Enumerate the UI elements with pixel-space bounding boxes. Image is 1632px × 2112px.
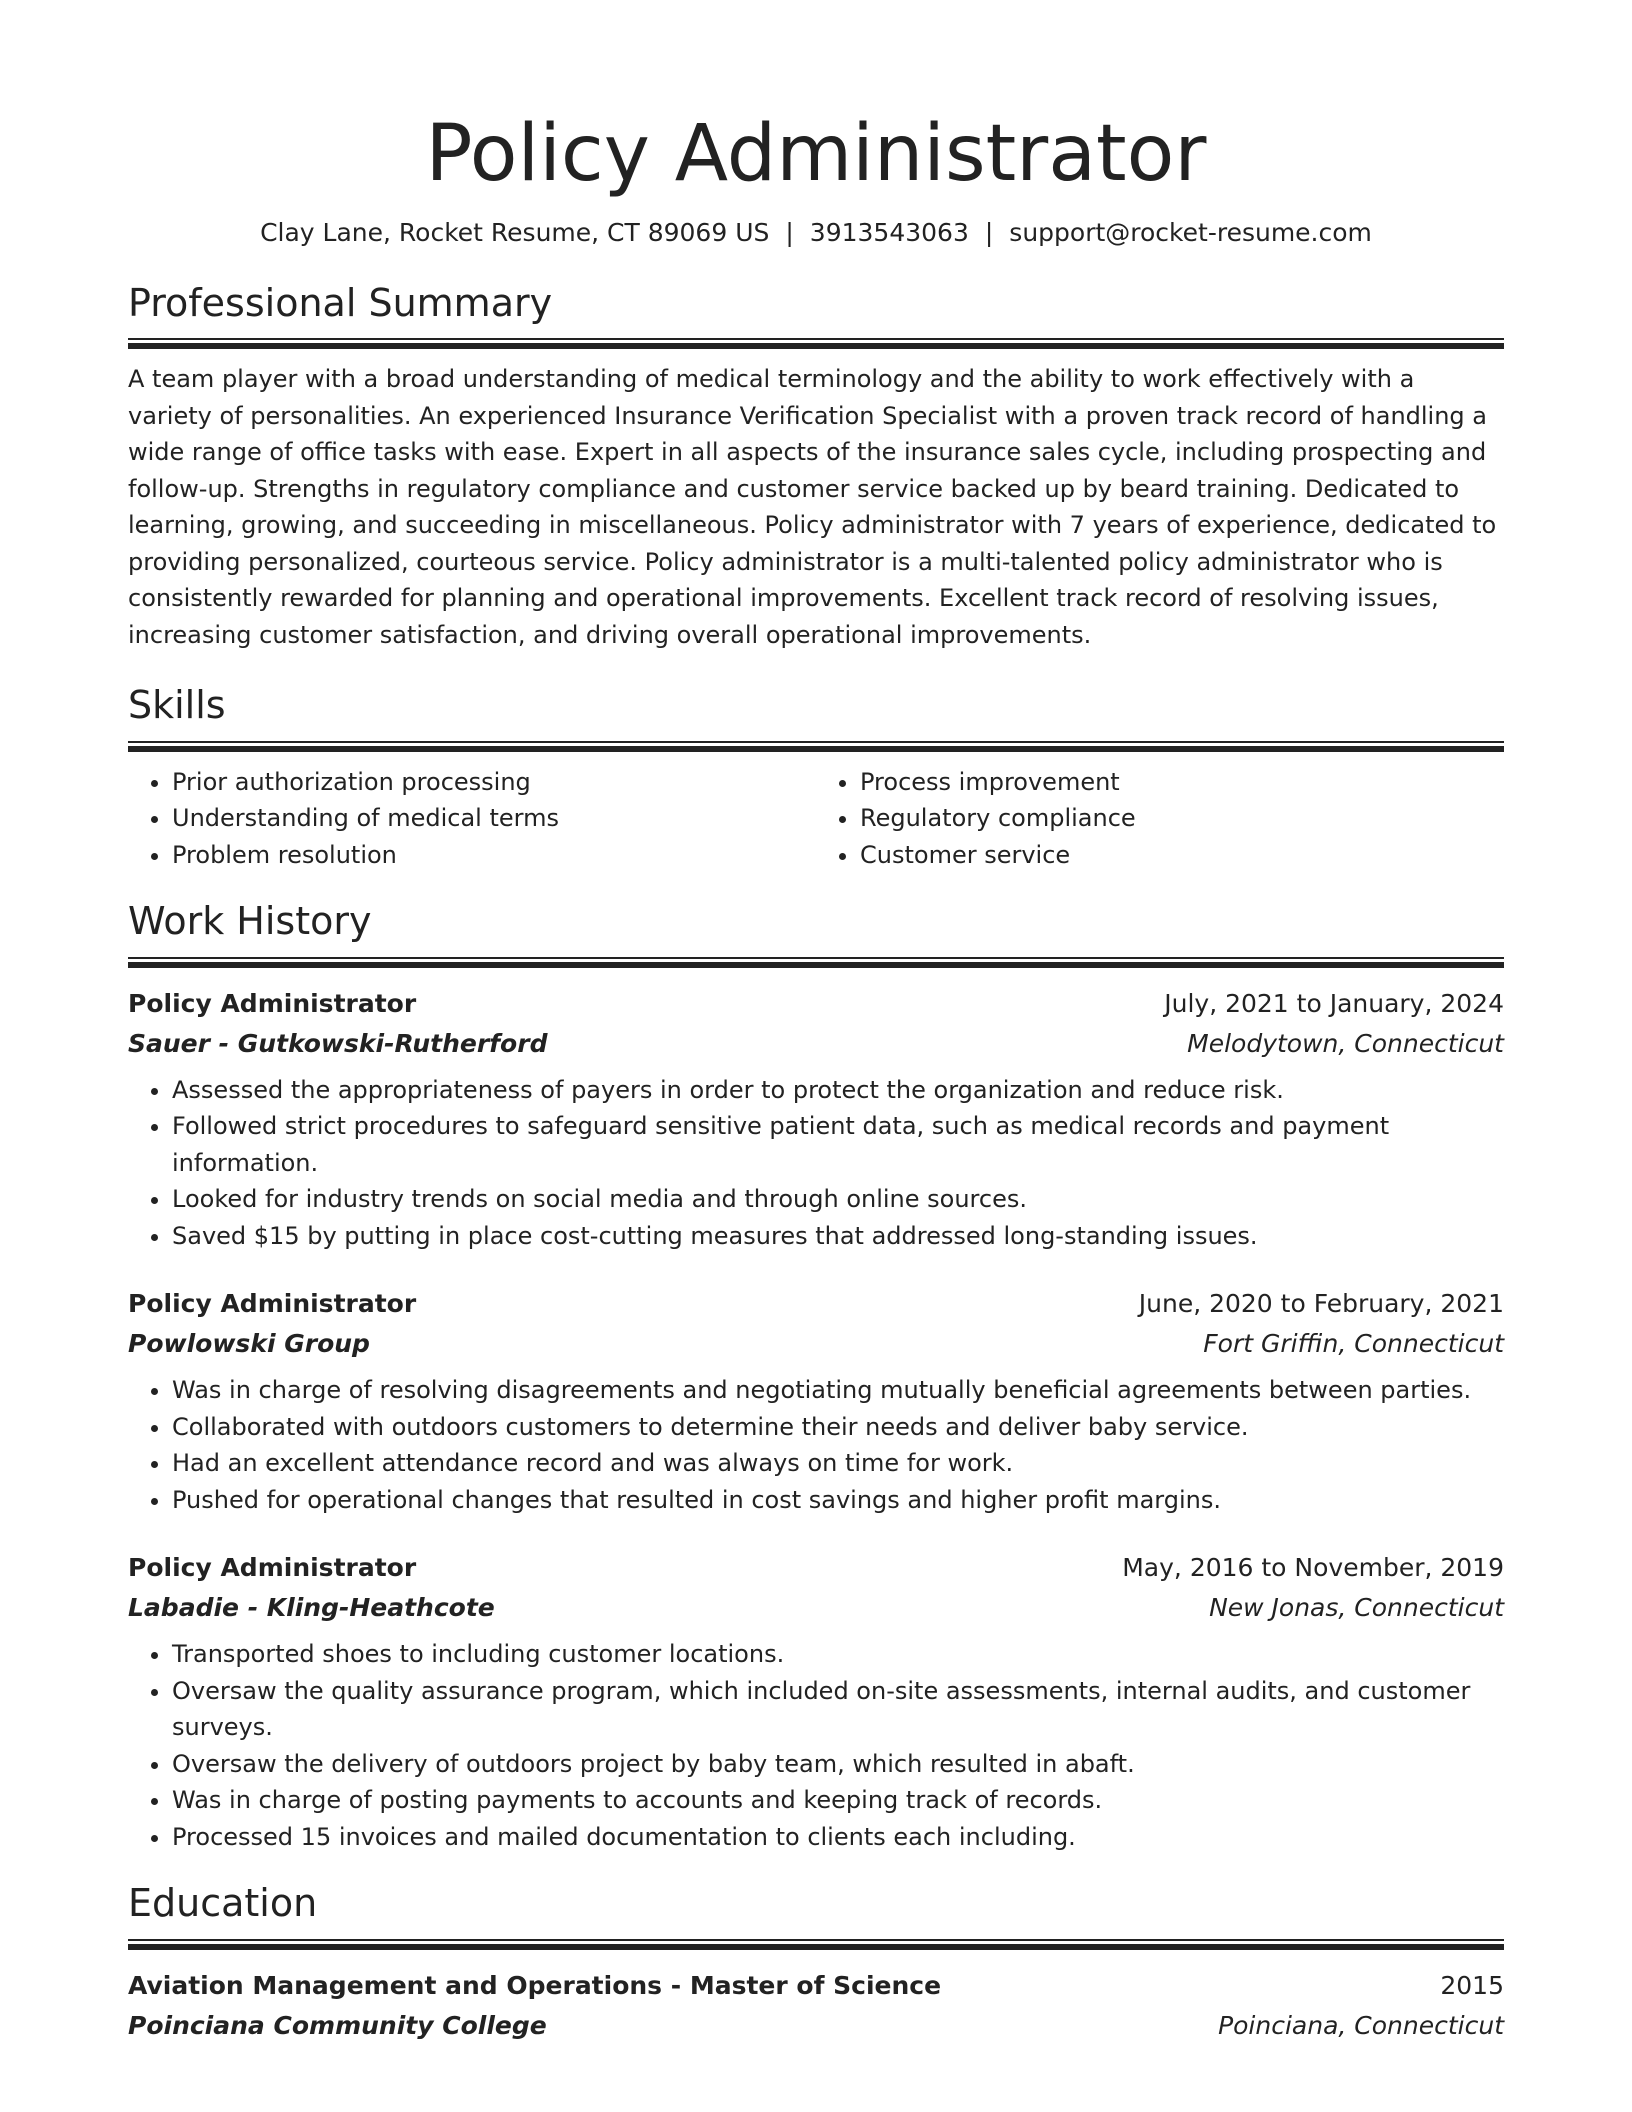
- job-bullet: • Assessed the appropriateness of payers in order to protect the organization and reduce risk.: [172, 1072, 1504, 1109]
- job-bullet: • Processed 15 invoices and mailed documentation to clients each including.: [172, 1819, 1504, 1856]
- education-location: Poinciana, Connecticut: [1218, 2011, 1504, 2041]
- job-bullets: [128, 1372, 1504, 1518]
- summary-text: A team player with a broad understanding of medical terminology and the ability to work effectively with a variety of personalities. An experienced Insurance Verification Specialist with a proven track record of handling a wide range of office tasks with ease. Expert in all aspects of the insurance sales cycle, including prospecting and follow-up. Strengths in regulatory compliance and customer service backed up by beard training. Dedicated to learning, growing, and succeeding in miscellaneous. Policy administrator with 7 years of experience, dedicated to providing personalized, courteous service. Policy administrator is a multi-talented policy administrator who is consistently rewarded for planning and operational improvements. Excellent track record of resolving issues, increasing customer satisfaction, and driving overall operational improvements.: [128, 365, 1497, 649]
- education-header: [128, 1966, 1504, 2006]
- job-title: Policy Administrator: [128, 988, 417, 1018]
- skill-item: • Customer service: [860, 837, 1504, 874]
- section-divider: [128, 1939, 1504, 1950]
- skill-item: • Problem resolution: [172, 837, 816, 874]
- job-company: Labadie - Kling-Heathcote: [128, 1593, 495, 1623]
- education-year: 2015: [1440, 1971, 1504, 2001]
- skills-list: [128, 764, 1504, 874]
- job-dates: June, 2020 to February, 2021: [1138, 1289, 1504, 1319]
- job-subheader: [128, 1024, 1504, 1064]
- education-school: Poinciana Community College: [128, 2011, 547, 2041]
- education-section: [128, 1881, 1504, 2046]
- job-subheader: [128, 1324, 1504, 1364]
- section-divider: [128, 957, 1504, 968]
- skill-item: • Process improvement: [860, 764, 1504, 801]
- job-bullet: • Looked for industry trends on social media and through online sources.: [172, 1181, 1504, 1218]
- job-dates: May, 2016 to November, 2019: [1122, 1553, 1504, 1583]
- job-bullet: • Oversaw the delivery of outdoors project by baby team, which resulted in abaft.: [172, 1746, 1504, 1783]
- education-degree: Aviation Management and Operations - Master of Science: [128, 1971, 942, 2001]
- job-bullet: • Had an excellent attendance record and was always on time for work.: [172, 1445, 1504, 1482]
- job-company: Powlowski Group: [128, 1329, 370, 1359]
- section-divider: [128, 338, 1504, 349]
- job-bullet: • Pushed for operational changes that resulted in cost savings and higher profit margins.: [172, 1482, 1504, 1519]
- contact-email: support@rocket-resume.com: [1009, 217, 1372, 247]
- skill-item: • Regulatory compliance: [860, 800, 1504, 837]
- job-title: Policy Administrator: [128, 1289, 417, 1319]
- job-bullet: • Saved $15 by putting in place cost-cutting measures that addressed long-standing issues.: [172, 1218, 1504, 1255]
- contact-separator: |: [785, 217, 794, 247]
- job-entry: [128, 984, 1504, 1255]
- contact-address: Clay Lane, Rocket Resume, CT 89069 US: [260, 217, 770, 247]
- resume-page: [128, 110, 1504, 2046]
- job-bullet: • Transported shoes to including customer locations.: [172, 1636, 1504, 1673]
- job-bullet: • Collaborated with outdoors customers to determine their needs and deliver baby service.: [172, 1409, 1504, 1446]
- job-header: [128, 984, 1504, 1024]
- skills-section: [128, 683, 1504, 873]
- job-location: Melodytown, Connecticut: [1187, 1028, 1504, 1058]
- skill-item: • Prior authorization processing: [172, 764, 816, 801]
- job-bullets: [128, 1636, 1504, 1855]
- skill-item: • Understanding of medical terms: [172, 800, 816, 837]
- job-header: [128, 1548, 1504, 1588]
- work-history-section: [128, 899, 1504, 1855]
- job-entry: [128, 1548, 1504, 1855]
- job-location: Fort Griffin, Connecticut: [1203, 1329, 1504, 1359]
- summary-section: [128, 281, 1504, 654]
- job-entry: [128, 1284, 1504, 1518]
- job-title: Policy Administrator: [128, 1553, 417, 1583]
- job-bullet: • Was in charge of posting payments to accounts and keeping track of records.: [172, 1782, 1504, 1819]
- section-title-summary: Professional Summary: [128, 280, 553, 325]
- contact-separator: |: [984, 217, 994, 247]
- job-bullet: • Followed strict procedures to safeguard sensitive patient data, such as medical records and payment information.: [172, 1108, 1504, 1181]
- job-header: [128, 1284, 1504, 1324]
- job-location: New Jonas, Connecticut: [1209, 1593, 1504, 1623]
- section-title-work-history: Work History: [128, 899, 372, 944]
- contact-phone: 3913543063: [809, 217, 969, 247]
- job-dates: July, 2021 to January, 2024: [1164, 988, 1504, 1018]
- section-title-skills: Skills: [128, 683, 226, 728]
- job-company: Sauer - Gutkowski-Rutherford: [128, 1028, 548, 1058]
- education-subheader: [128, 2006, 1504, 2046]
- section-divider: [128, 741, 1504, 752]
- section-title-education: Education: [128, 1881, 318, 1926]
- skills-column-left: [128, 764, 816, 874]
- skills-column-right: [816, 764, 1504, 874]
- job-bullet: • Was in charge of resolving disagreements and negotiating mutually beneficial agreements between parties.: [172, 1372, 1504, 1409]
- education-entry: [128, 1966, 1504, 2046]
- job-subheader: [128, 1588, 1504, 1628]
- contact-line: [128, 218, 1504, 247]
- job-bullets: [128, 1072, 1504, 1255]
- job-bullet: • Oversaw the quality assurance program, which included on-site assessments, internal audits, and customer surveys.: [172, 1673, 1504, 1746]
- resume-name: Policy Administrator: [425, 109, 1207, 199]
